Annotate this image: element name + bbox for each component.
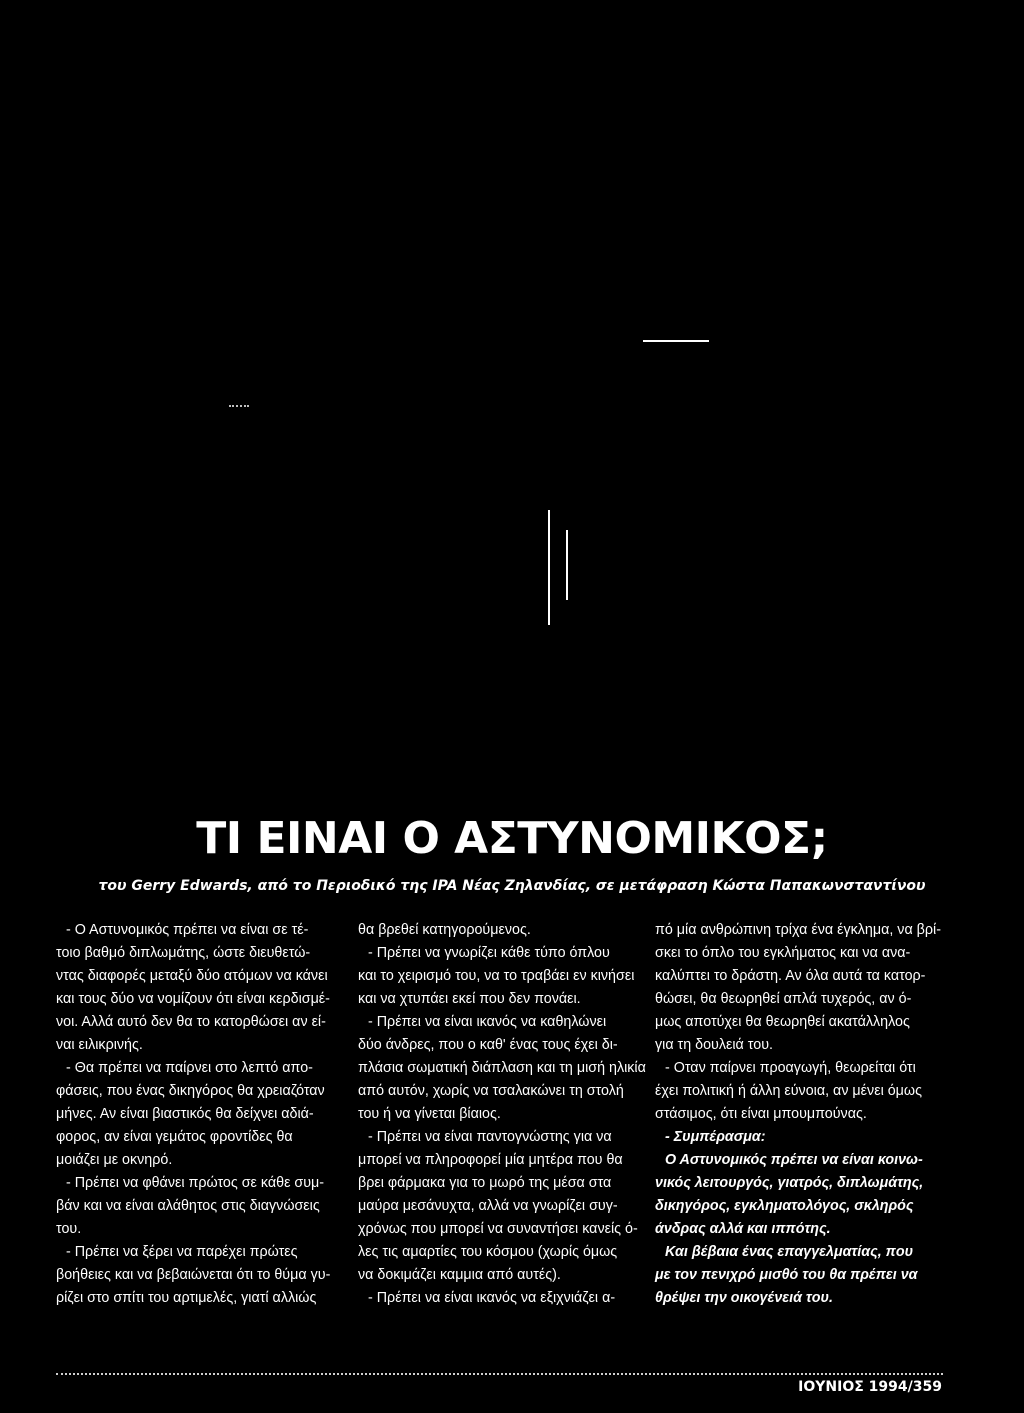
article-column-1	[56, 919, 342, 1310]
text-line: καλύπτει το δράστη. Αν όλα αυτά τα κατορ-	[655, 968, 926, 984]
scan-mark-line	[643, 340, 709, 342]
text-line: - Οταν παίρνει προαγωγή, θεωρείται ότι	[665, 1060, 916, 1076]
article-column-2	[358, 919, 646, 1310]
text-line: ρίζει στο σπίτι του αρτιμελές, γιατί αλλιώς	[56, 1290, 317, 1306]
text-line: δύο άνδρες, που ο καθ' ένας τους έχει δι-	[358, 1037, 618, 1053]
text-line: με τον πενιχρό μισθό του θα πρέπει να	[655, 1267, 918, 1283]
text-line: ναι ειλικρινής.	[56, 1037, 143, 1053]
text-line: φορος, αν είναι γεμάτος φροντίδες θα	[56, 1129, 293, 1145]
text-line: ντας διαφορές μεταξύ δύο ατόμων να κάνει	[56, 968, 328, 984]
text-line: - Πρέπει να είναι ικανός να εξιχνιάζει α-	[368, 1290, 616, 1306]
text-line: και να χτυπάει εκεί που δεν πονάει.	[358, 991, 581, 1007]
text-line: λες τις αμαρτίες του κόσμου (χωρίς όμως	[358, 1244, 618, 1260]
text-line: μοιάζει με οκνηρό.	[56, 1152, 173, 1168]
text-line: να δοκιμάζει καμμια από αυτές).	[358, 1267, 561, 1283]
text-line: - Ο Αστυνομικός πρέπει να είναι σε τέ-	[66, 922, 309, 938]
text-line: νικός λειτουργός, γιατρός, διπλωμάτης,	[655, 1175, 924, 1191]
text-line: βοήθειες και να βεβαιώνεται ότι το θύμα γυ-	[56, 1267, 331, 1283]
text-line: του ή να γίνεται βίαιος.	[358, 1106, 501, 1122]
text-line: πλάσια σωματική διάπλαση και τη μισή ηλικία	[358, 1060, 646, 1076]
text-line: μπορεί να πληροφορεί μία μητέρα που θα	[358, 1152, 623, 1168]
text-line: Και βέβαια ένας επαγγελματίας, που	[665, 1244, 914, 1260]
text-line: χρόνως που μπορεί να συναντήσει κανείς ό-	[358, 1221, 638, 1237]
text-line: τοιο βαθμό διπλωμάτης, ώστε διευθετώ-	[56, 945, 311, 961]
footer-divider	[56, 1373, 943, 1375]
scan-mark-vertical	[566, 530, 568, 600]
scan-mark-vertical	[548, 510, 550, 625]
scan-mark-dots	[229, 405, 249, 410]
text-line: του.	[56, 1221, 82, 1237]
text-line: δικηγόρος, εγκληματολόγος, σκληρός	[655, 1198, 914, 1214]
text-line: θρέψει την οικογένειά του.	[655, 1290, 833, 1306]
text-line: μως αποτύχει θα θεωρηθεί ακατάλληλος	[655, 1014, 910, 1030]
text-line: και το χειρισμό του, να το τραβάει εν κινήσει	[358, 968, 635, 984]
text-line: πό μία ανθρώπινη τρίχα ένα έγκλημα, να βρί-	[655, 922, 941, 938]
text-line: θα βρεθεί κατηγορούμενος.	[358, 922, 531, 938]
article-title: ΤΙ ΕΙΝΑΙ Ο ΑΣΤΥΝΟΜΙΚΟΣ;	[196, 813, 828, 864]
text-line: και τους δύο να νομίζουν ότι είναι κερδισμέ-	[56, 991, 330, 1007]
text-line: θώσει, θα θεωρηθεί απλά τυχερός, αν ό-	[655, 991, 912, 1007]
text-line: νοι. Αλλά αυτό δεν θα το κατορθώσει αν εί-	[56, 1014, 326, 1030]
text-line: - Συμπέρασμα:	[665, 1129, 766, 1145]
article-byline: του Gerry Edwards, από το Περιοδικό της IPA Νέας Ζηλανδίας, σε μετάφραση Κώστα Παπακωνσταντίνου	[98, 878, 926, 894]
text-line: άνδρας αλλά και ιππότης.	[655, 1221, 831, 1237]
text-line: - Πρέπει να ξέρει να παρέχει πρώτες	[66, 1244, 298, 1260]
text-line: Ο Αστυνομικός πρέπει να είναι κοινω-	[665, 1152, 923, 1168]
text-line: φάσεις, που ένας δικηγόρος θα χρειαζόταν	[56, 1083, 325, 1099]
text-line: - Πρέπει να φθάνει πρώτος σε κάθε συμ-	[66, 1175, 325, 1191]
text-line: στάσιμος, ότι είναι μπουμπούνας.	[655, 1106, 867, 1122]
text-line: σκει το όπλο του εγκλήματος και να ανα-	[655, 945, 911, 961]
text-line: έχει πολιτική ή άλλη εύνοια, αν μένει όμως	[655, 1083, 922, 1099]
issue-date-page: ΙΟΥΝΙΟΣ 1994/359	[798, 1379, 942, 1395]
text-line: - Θα πρέπει να παίρνει στο λεπτό απο-	[66, 1060, 313, 1076]
text-line: από αυτόν, χωρίς να τσαλακώνει τη στολή	[358, 1083, 624, 1099]
text-line: - Πρέπει να είναι παντογνώστης για να	[368, 1129, 612, 1145]
text-line: - Πρέπει να γνωρίζει κάθε τύπο όπλου	[368, 945, 610, 961]
text-line: μήνες. Αν είναι βιαστικός θα δείχνει αδιά-	[56, 1106, 314, 1122]
article-column-3	[655, 919, 940, 1310]
text-line: για τη δουλειά του.	[655, 1037, 773, 1053]
text-line: μαύρα μεσάνυχτα, αλλά να γνωρίζει συγ-	[358, 1198, 618, 1214]
text-line: βάν και να είναι αλάθητος στις διαγνώσεις	[56, 1198, 320, 1214]
text-line: βρει φάρμακα για το μωρό της μέσα στα	[358, 1175, 612, 1191]
text-line: - Πρέπει να είναι ικανός να καθηλώνει	[368, 1014, 607, 1030]
